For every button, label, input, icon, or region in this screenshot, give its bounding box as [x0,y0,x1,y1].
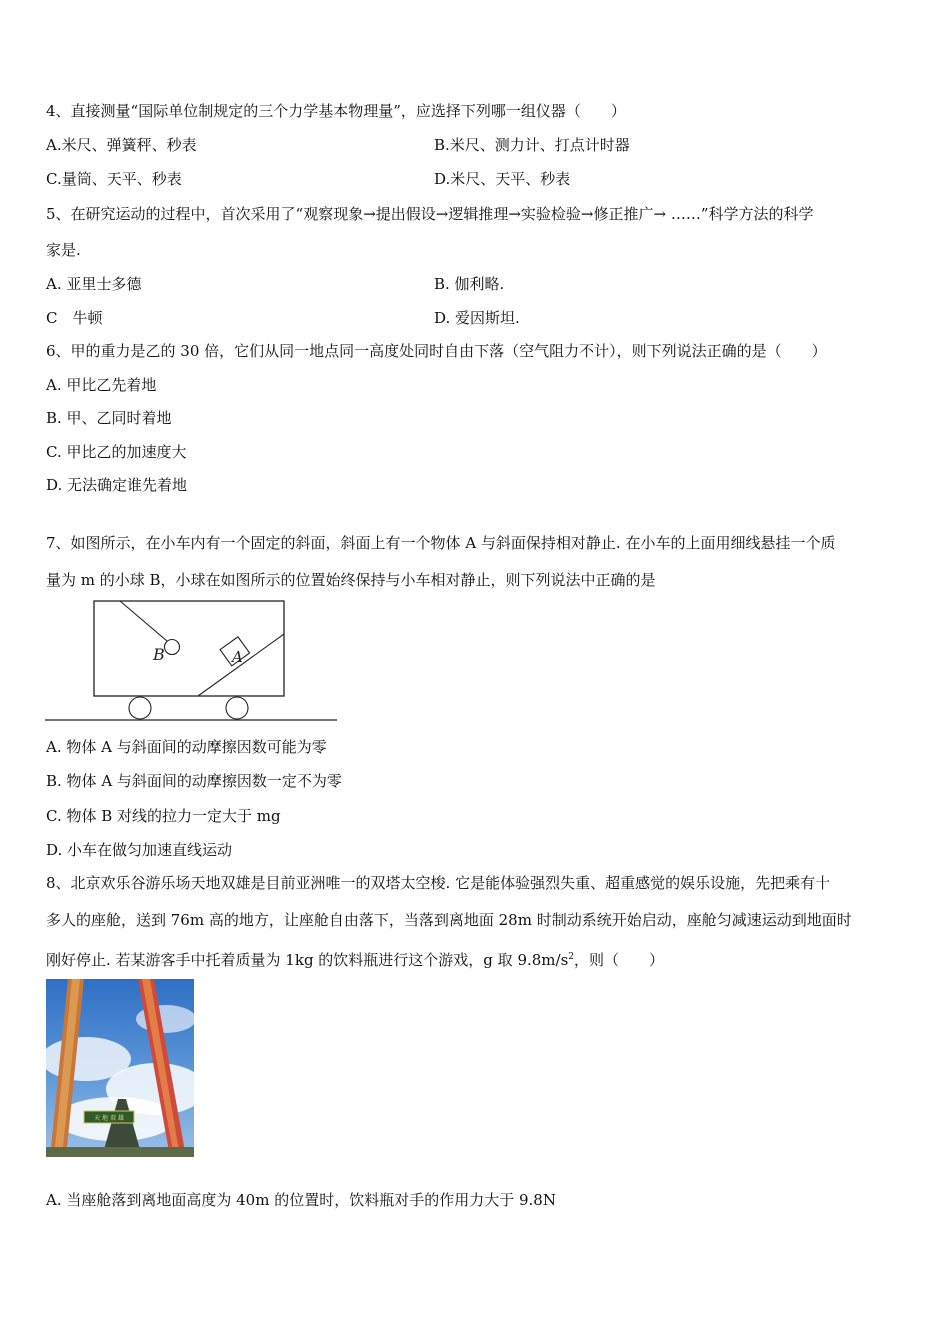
string-line [120,601,167,641]
q4-stem: 4、直接测量“国际单位制规定的三个力学基本物理量”，应选择下列哪一组仪器（ ） [46,102,626,120]
q8-stem-line3: 刚好停止. 若某游客手中托着质量为 1kg 的饮料瓶进行这个游戏，g 取 $9.8m/s^2$，则（ ） [46,951,665,969]
q4-option-d: D.米尺、天平、秒表 [434,170,571,188]
cart-incline-diagram [40,596,340,724]
q7-option-d: D. 小车在做匀加速直线运动 [46,841,233,859]
q5-option-c: C 牛顿 [46,309,103,327]
q6-option-d: D. 无法确定谁先着地 [46,476,188,494]
drop-tower-photo [46,979,194,1157]
label-b: B [153,645,165,664]
q5-option-a: A. 亚里士多德 [46,275,142,293]
photo-sign-text: 天 地 双 雄 [94,1115,124,1122]
q5-option-d: D. 爱因斯坦. [434,309,520,327]
wheel-right [226,697,248,719]
q6-stem: 6、甲的重力是乙的 30 倍，它们从同一地点同一高度处同时自由下落（空气阻力不计），则下列说法正确的是（ ） [46,342,827,360]
q8-stem-line2: 多人的座舱，送到 76m 高的地方，让座舱自由落下，当落到离地面 28m 时制动系统开始启动，座舱匀减速运动到地面时 [46,911,852,929]
q7-stem-line2: 量为 m 的小球 B，小球在如图所示的位置始终保持与小车相对静止，则下列说法中正确的是 [46,571,656,589]
q5-option-b: B. 伽利略. [434,275,505,293]
q4-option-b: B.米尺、测力计、打点计时器 [434,136,630,154]
q4-option-c: C.量筒、天平、秒表 [46,170,182,188]
ball-b [165,640,180,655]
wheel-left [129,697,151,719]
q8-stem-line1: 8、北京欢乐谷游乐场天地双雄是目前亚洲唯一的双塔太空梭. 它是能体验强烈失重、超重感觉的娱乐设施，先把乘有十 [46,874,831,892]
label-a: A [232,648,243,666]
q8-option-a: A. 当座舱落到离地面高度为 40m 的位置时，饮料瓶对手的作用力大于 9.8N [46,1191,556,1209]
q6-option-c: C. 甲比乙的加速度大 [46,443,187,461]
q7-option-c: C. 物体 B 对线的拉力一定大于 mg [46,807,281,825]
q7-option-b: B. 物体 A 与斜面间的动摩擦因数一定不为零 [46,772,342,790]
cart-body [94,601,284,696]
q6-option-a: A. 甲比乙先着地 [46,376,157,394]
q5-stem-line2: 家是. [46,241,81,259]
q5-stem-line1: 5、在研究运动的过程中，首次采用了“观察现象→提出假设→逻辑推理→实验检验→修正推广→ ……”科学方法的科学 [46,205,814,223]
q7-option-a: A. 物体 A 与斜面间的动摩擦因数可能为零 [46,738,327,756]
q6-option-b: B. 甲、乙同时着地 [46,409,172,427]
q4-option-a: A.米尺、弹簧秤、秒表 [46,136,197,154]
q7-stem-line1: 7、如图所示，在小车内有一个固定的斜面，斜面上有一个物体 A 与斜面保持相对静止. 在小车的上面用细线悬挂一个质 [46,534,836,552]
